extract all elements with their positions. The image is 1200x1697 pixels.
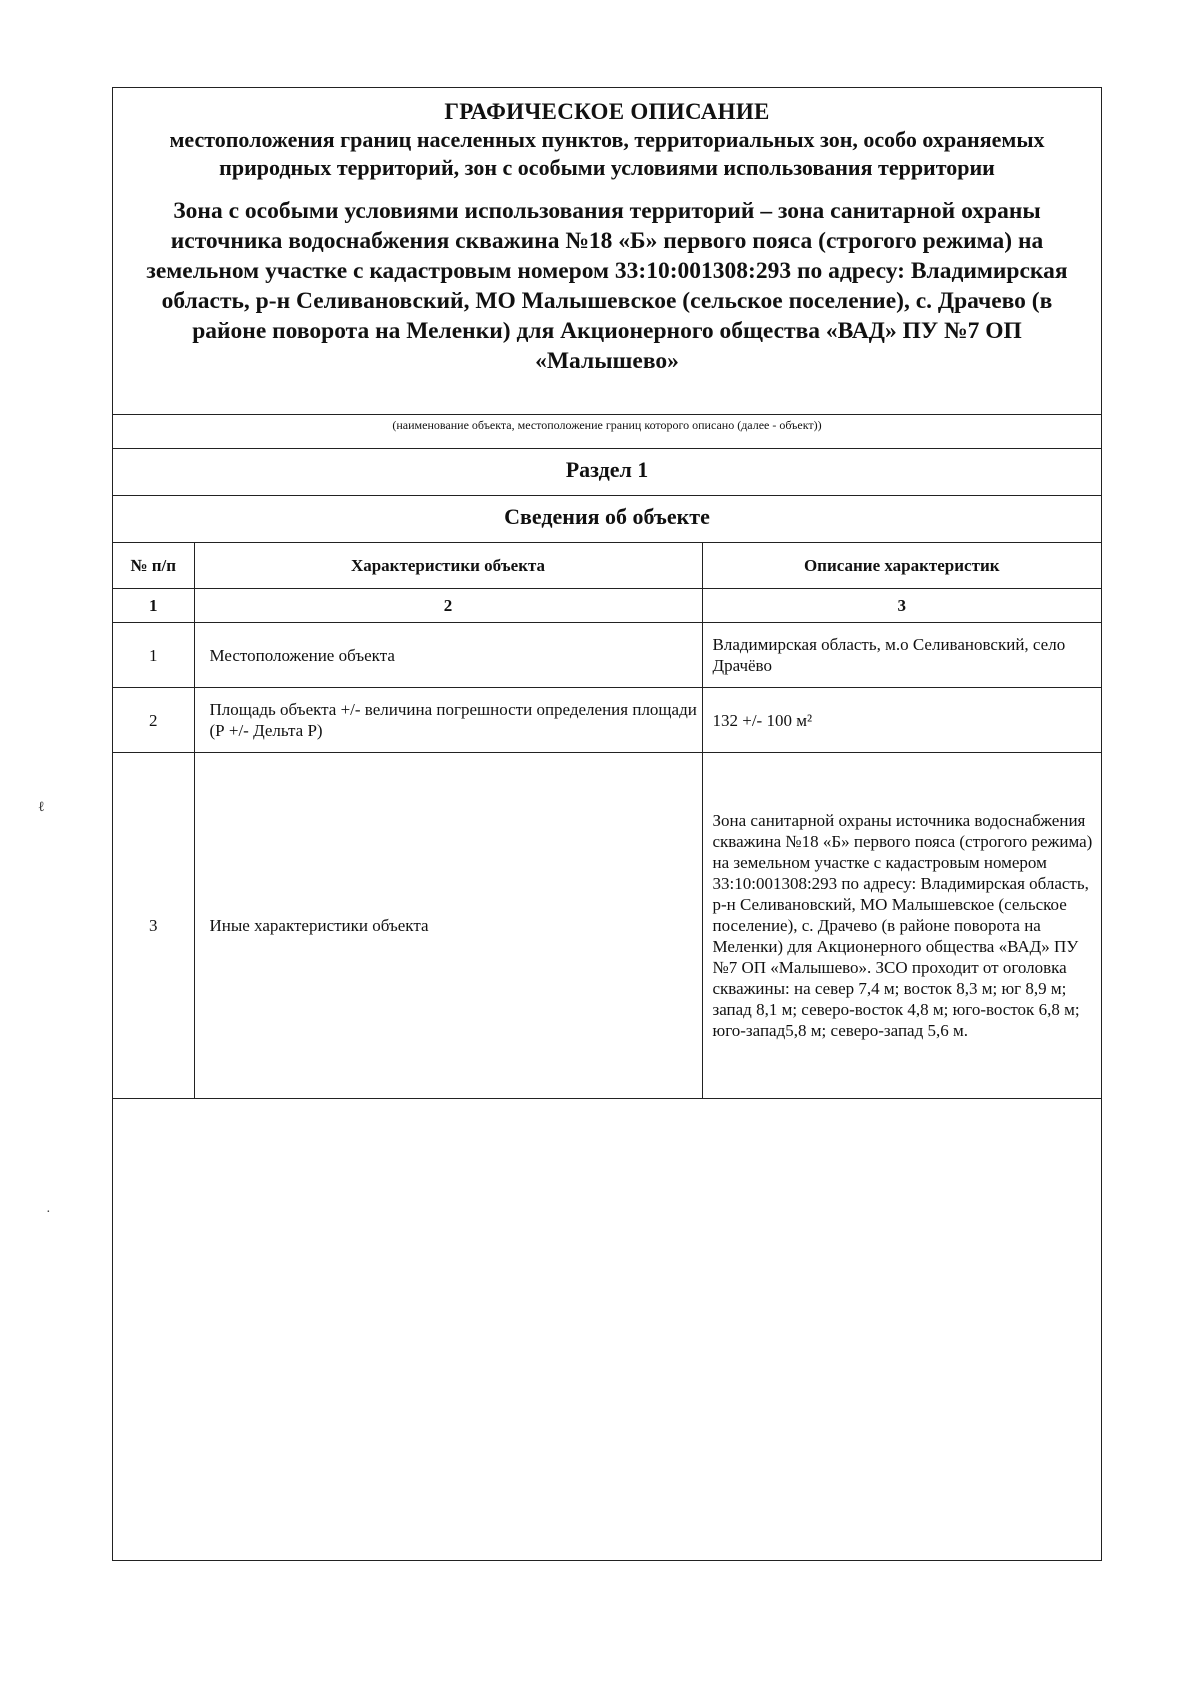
- divider: [113, 414, 1101, 415]
- column-header-characteristic: Характеристики объекта: [194, 543, 702, 589]
- section-title: Раздел 1: [565, 457, 649, 482]
- row-number: 2: [113, 688, 194, 753]
- document-header: [113, 88, 1101, 414]
- row-characteristic: Иные характеристики объекта: [194, 753, 702, 1099]
- section-subtitle: Сведения об объекте: [504, 504, 710, 529]
- document-subtitle: местоположения границ населенных пунктов, территориальных зон, особо охраняемых природных территорий, зон с особыми условиями использования территории: [169, 127, 1045, 180]
- divider: [113, 448, 1101, 449]
- row-characteristic: Местоположение объекта: [194, 623, 702, 688]
- row-characteristic: Площадь объекта +/- величина погрешности определения площади (Р +/- Дельта Р): [194, 688, 702, 753]
- object-name: Зона с особыми условиями использования территорий – зона санитарной охраны источника водоснабжения скважина №18 «Б» первого пояса (строгого режима) на земельном участке с кадастровым номером 33:10:001308:293 по адресу: Владимирская область, р-н Селивановский, МО Малышевское (сельское поселение), с. Драчево (в районе поворота на Меленки) для Акционерного общества «ВАД» ПУ №7 ОП «Малышево»: [146, 198, 1068, 374]
- column-number: 3: [702, 589, 1101, 623]
- table-header-row: [113, 543, 1101, 589]
- margin-speck: ℓ: [38, 800, 45, 815]
- column-number-row: [113, 589, 1101, 623]
- object-name-caption: (наименование объекта, местоположение границ которого описано (далее - объект)): [392, 418, 822, 432]
- row-description: 132 +/- 100 м²: [702, 688, 1101, 753]
- document-title: ГРАФИЧЕСКОЕ ОПИСАНИЕ: [444, 99, 770, 124]
- object-info-table: [113, 543, 1101, 1099]
- document-frame: [112, 87, 1102, 1561]
- column-number: 2: [194, 589, 702, 623]
- table-row: [113, 753, 1101, 1099]
- table-row: [113, 688, 1101, 753]
- row-number: 1: [113, 623, 194, 688]
- row-description: Зона санитарной охраны источника водоснабжения скважина №18 «Б» первого пояса (строгого режима) на земельном участке с кадастровым номером 33:10:001308:293 по адресу: Владимирская область, р-н Селивановский, МО Малышевское (сельское поселение), с. Драчево (в районе поворота на Меленки) для Акционерного общества «ВАД» ПУ №7 ОП «Малышево». ЗСО проходит от оголовка скважины: на север 7,4 м; восток 8,3 м; юг 8,9 м; запад 8,1 м; северо-восток 4,8 м; юго-восток 6,8 м; юго-запад5,8 м; северо-запад 5,6 м.: [702, 753, 1101, 1099]
- column-header-number: № п/п: [113, 543, 194, 589]
- column-header-description: Описание характеристик: [702, 543, 1101, 589]
- column-number: 1: [113, 589, 194, 623]
- row-description: Владимирская область, м.о Селивановский, село Драчёво: [702, 623, 1101, 688]
- row-number: 3: [113, 753, 194, 1099]
- table-row: [113, 623, 1101, 688]
- margin-speck: ·: [46, 1205, 51, 1220]
- divider: [113, 495, 1101, 496]
